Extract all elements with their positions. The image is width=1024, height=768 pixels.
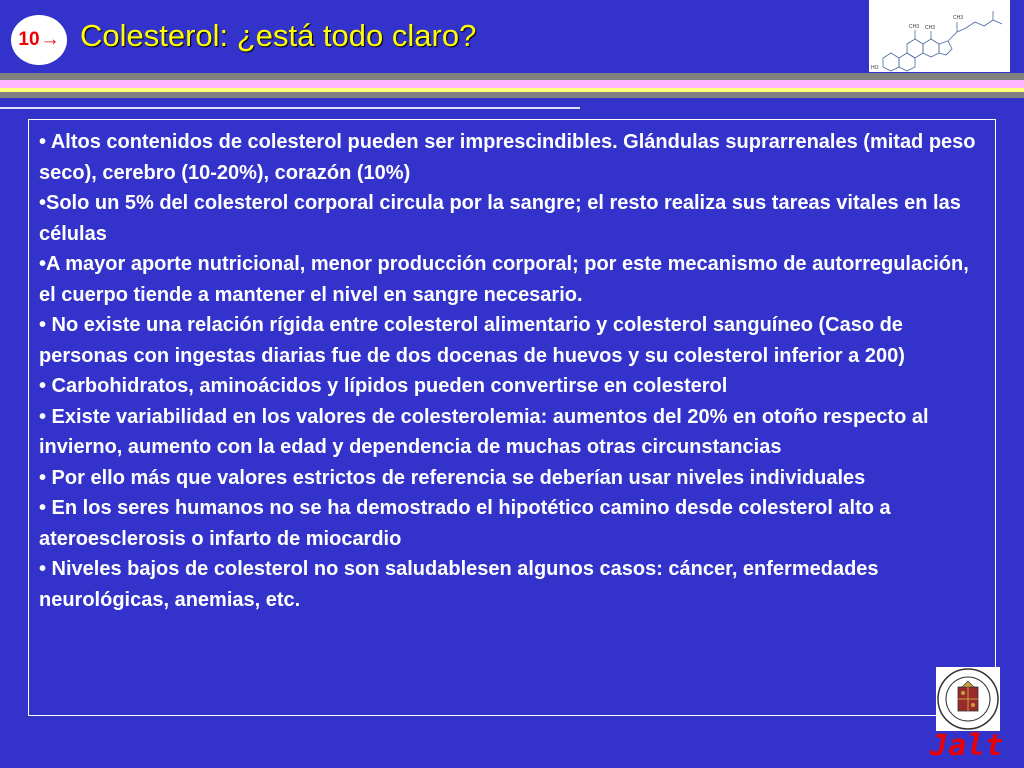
svg-text:CH3: CH3 — [953, 15, 964, 21]
bullet-item: • No existe una relación rígida entre colesterol alimentario y colesterol sanguíneo (Caso de personas con ingestas diarias fue de dos docenas de huevos y su colesterol inferior a 200) — [39, 314, 905, 367]
header-stripe-gray-bottom — [0, 92, 1024, 98]
author-signature: Jalt — [930, 728, 1004, 762]
bullet-list — [39, 127, 985, 615]
arrow-right-icon: → — [40, 29, 60, 50]
slide-number-badge — [11, 15, 67, 65]
bullet-item: • Existe variabilidad en los valores de colesterolemia: aumentos del 20% en otoño respecto al invierno, aumento con la edad y dependencia de muchas otras circunstancias — [39, 405, 929, 458]
divider-line — [0, 107, 580, 109]
bullet-item: • En los seres humanos no se ha demostrado el hipotético camino desde colesterol alto a ateroesclerosis o infarto de miocardio — [39, 497, 891, 550]
bullet-item: • Por ello más que valores estrictos de referencia se deberían usar niveles individuales — [39, 466, 866, 489]
header-stripe-gray — [0, 73, 1024, 80]
slide-number: 10 — [18, 29, 40, 50]
university-seal-icon — [936, 667, 1000, 731]
svg-text:CH3: CH3 — [925, 25, 936, 31]
svg-text:CH3: CH3 — [909, 24, 920, 30]
bullet-item: •Solo un 5% del colesterol corporal circula por la sangre; el resto realiza sus tareas vitales en las células — [39, 192, 961, 245]
content-box — [28, 119, 996, 716]
bullet-item: • Carbohidratos, aminoácidos y lípidos pueden convertirse en colesterol — [39, 375, 728, 397]
bullet-item: •A mayor aporte nutricional, menor producción corporal; por este mecanismo de autorregulación, el cuerpo tiende a mantener el nivel en sangre necesario. — [39, 253, 969, 306]
svg-text:HO: HO — [871, 65, 879, 71]
cholesterol-structure-icon — [869, 0, 1010, 72]
slide-title: Colesterol: ¿está todo claro? — [80, 18, 477, 53]
header-stripe-pink — [0, 80, 1024, 88]
bullet-item: • Altos contenidos de colesterol pueden ser imprescindibles. Glándulas suprarrenales (mitad peso seco), cerebro (10-20%), corazón (10%) — [39, 131, 976, 184]
bullet-item: • Niveles bajos de colesterol no son saludablesen algunos casos: cáncer, enfermedades neurológicas, anemias, etc. — [39, 558, 879, 611]
